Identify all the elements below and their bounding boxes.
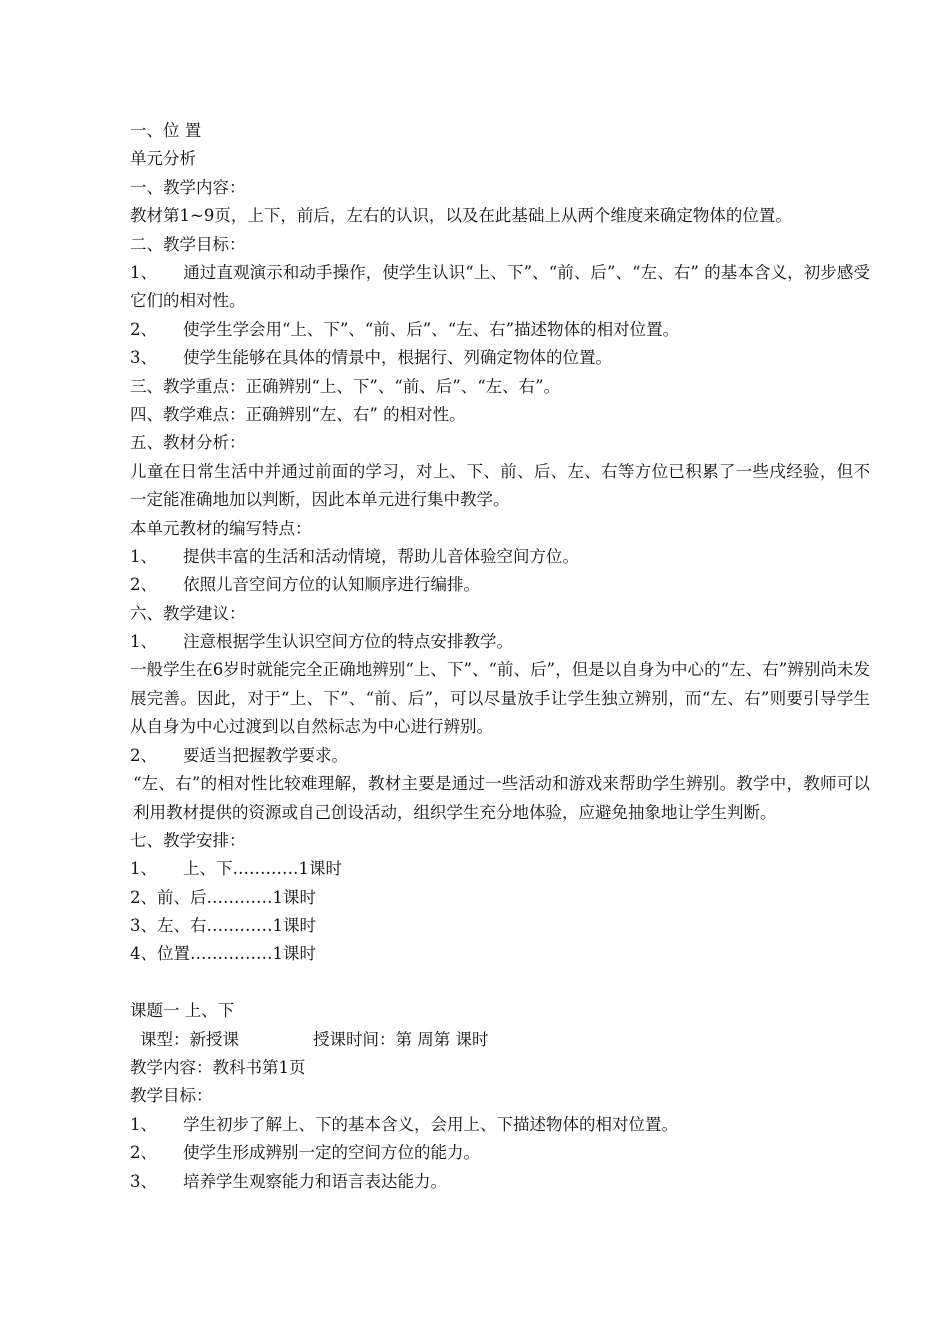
blank-line bbox=[130, 969, 870, 997]
section-1-heading: 一、教学内容： bbox=[130, 177, 246, 197]
suggestion-number: 2、 bbox=[130, 745, 157, 765]
suggestion-number: 1、 bbox=[130, 632, 157, 652]
schedule-text: 左、右…………1课时 bbox=[157, 916, 316, 936]
goal-text: 使学生学会用“上、下”、“前、后”、“左、右”描述物体的相对位置。 bbox=[183, 319, 680, 339]
lesson-content: 教学内容：教科书第1页 bbox=[130, 1058, 306, 1078]
schedule-item bbox=[130, 855, 870, 883]
section-4-difficulties: 四、教学难点：正确辨别“左、右” 的相对性。 bbox=[130, 404, 466, 424]
section-5-heading: 五、教材分析： bbox=[130, 433, 246, 453]
feature-text: 提供丰富的生活和活动情境，帮助儿音体验空间方位。 bbox=[183, 546, 579, 566]
lesson-goal-text: 学生初步了解上、下的基本含义，会用上、下描述物体的相对位置。 bbox=[183, 1114, 678, 1134]
schedule-number: 1、 bbox=[130, 859, 157, 879]
section-2-heading: 二、教学目标： bbox=[130, 234, 246, 254]
lesson-time: 授课时间：第 周第 课时 bbox=[313, 1029, 489, 1049]
lesson-goal-item bbox=[130, 1168, 870, 1196]
section-6-heading: 六、教学建议： bbox=[130, 603, 246, 623]
feature-item bbox=[130, 543, 870, 571]
goal-text: 通过直观演示和动手操作，使学生认识“上、下”、“前、后”、“左、右” 的基本含义，初步感受它们的相对性。 bbox=[130, 262, 871, 311]
suggestion-paragraph: “左、右”的相对性比较难理解，教材主要是通过一些活动和游戏来帮助学生辨别。教学中，教师可以利用教材提供的资源或自己创设活动，组织学生充分地体验，应避免抽象地让学生判断。 bbox=[133, 774, 870, 822]
document-title: 一、位 置 bbox=[130, 121, 202, 140]
goal-number: 2、 bbox=[130, 319, 157, 339]
lesson-meta bbox=[130, 1026, 870, 1054]
suggestion-item bbox=[130, 628, 870, 656]
schedule-number: 2、 bbox=[130, 887, 157, 907]
lesson-goal-text: 培养学生观察能力和语言表达能力。 bbox=[183, 1171, 447, 1191]
schedule-item bbox=[130, 884, 870, 912]
lesson-goal-number: 1、 bbox=[130, 1114, 157, 1134]
section-7-heading: 七、教学安排： bbox=[130, 830, 246, 850]
lesson-title: 课题一 上、下 bbox=[130, 1001, 235, 1021]
schedule-item bbox=[130, 912, 870, 940]
lesson-goals-heading: 教学目标： bbox=[130, 1086, 213, 1106]
lesson-goal-number: 2、 bbox=[130, 1143, 157, 1163]
suggestion-paragraph: 一般学生在6岁时就能完全正确地辨别“上、下”、“前、后”，但是以自身为中心的“左、右”辨别尚未发展完善。因此，对于“上、下”、“前、后”，可以尽量放手让学生独立辨别，而“左、右”则要引导学生从自身为中心过渡到以自然标志为中心进行辨别。 bbox=[130, 660, 870, 737]
feature-item bbox=[130, 571, 870, 599]
schedule-text: 位置……………1课时 bbox=[157, 944, 316, 964]
lesson-goal-text: 使学生形成辨别一定的空间方位的能力。 bbox=[183, 1143, 480, 1163]
lesson-goal-number: 3、 bbox=[130, 1171, 157, 1191]
lesson-goal-item bbox=[130, 1111, 870, 1139]
goal-text: 使学生能够在具体的情景中，根据行、列确定物体的位置。 bbox=[183, 348, 612, 368]
suggestion-text: 要适当把握教学要求。 bbox=[183, 745, 348, 765]
suggestion-item bbox=[130, 742, 870, 770]
feature-number: 1、 bbox=[130, 546, 157, 566]
feature-number: 2、 bbox=[130, 575, 157, 595]
lesson-type: 课型：新授课 bbox=[140, 1029, 239, 1049]
schedule-item bbox=[130, 940, 870, 968]
lesson-goal-item bbox=[130, 1139, 870, 1167]
schedule-text: 前、后…………1课时 bbox=[157, 887, 316, 907]
section-3-key-points: 三、教学重点：正确辨别“上、下”、“前、后”、“左、右”。 bbox=[130, 376, 561, 396]
goal-number: 1、 bbox=[130, 262, 158, 282]
schedule-number: 3、 bbox=[130, 916, 157, 936]
unit-analysis-heading: 单元分析 bbox=[130, 149, 196, 169]
section-5-text: 儿童在日常生活中并通过前面的学习，对上、下、前、后、左、右等方位已积累了一些戌经验，但不一定能准确地加以判断，因此本单元进行集中教学。 bbox=[130, 461, 870, 510]
goal-item bbox=[130, 316, 870, 344]
goal-item bbox=[130, 344, 870, 372]
suggestion-text: 注意根据学生认识空间方位的特点安排教学。 bbox=[183, 632, 513, 652]
document-page bbox=[130, 117, 870, 1196]
goal-number: 3、 bbox=[130, 348, 157, 368]
section-1-text: 教材第1~9页，上下，前后，左右的认识，以及在此基础上从两个维度来确定物体的位置。 bbox=[130, 206, 792, 226]
features-heading: 本单元教材的编写特点： bbox=[130, 518, 312, 538]
schedule-number: 4、 bbox=[130, 944, 157, 964]
feature-text: 依照儿音空间方位的认知顺序进行编排。 bbox=[183, 575, 480, 595]
goal-item bbox=[130, 259, 870, 316]
schedule-text: 上、下…………1课时 bbox=[183, 859, 342, 879]
